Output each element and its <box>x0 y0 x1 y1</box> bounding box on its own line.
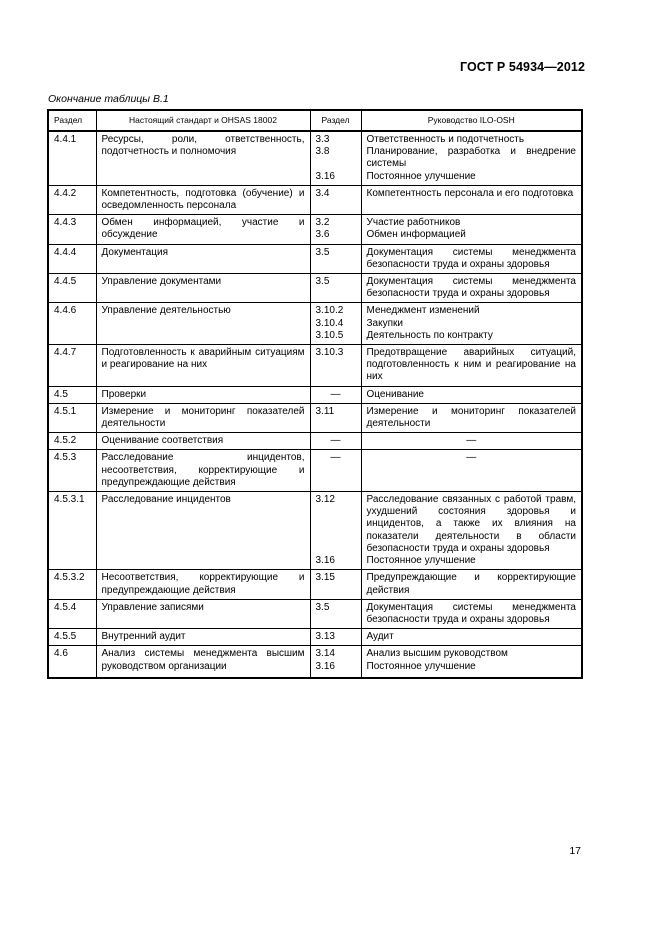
row-ilo-item: Постоянное улучшение <box>366 660 476 672</box>
table-row <box>48 185 582 214</box>
table-row <box>48 386 582 403</box>
row-refs <box>310 345 361 387</box>
row-section: 4.4.5 <box>48 274 96 303</box>
row-standard-text: Подготовленность к аварийным ситуациям и реагирование на них <box>96 345 310 387</box>
row-section: 4.4.3 <box>48 215 96 244</box>
row-ref-spacer <box>316 158 356 170</box>
row-section: 4.5.4 <box>48 599 96 628</box>
column-header-standard: Настоящий стандарт и OHSAS 18002 <box>96 110 310 131</box>
row-refs <box>310 303 361 345</box>
row-ilo <box>361 274 582 303</box>
table-row <box>48 433 582 450</box>
row-ilo <box>361 386 582 403</box>
row-ilo-item: Постоянное улучшение <box>366 555 476 567</box>
row-ref: 3.5 <box>315 601 330 613</box>
table-row <box>48 599 582 628</box>
row-section: 4.4.6 <box>48 303 96 345</box>
row-standard-text: Управление деятельностью <box>96 303 310 345</box>
row-ref: 3.15 <box>315 572 335 584</box>
table-row <box>48 570 582 599</box>
row-standard-text: Управление документами <box>96 274 310 303</box>
row-ilo-item: Обмен информацией <box>366 229 466 241</box>
table-row <box>48 345 582 387</box>
row-ilo <box>361 492 582 570</box>
row-ref: 3.2 <box>315 217 330 229</box>
row-standard-text: Расследование инцидентов, несоответствия, корректирующие и предупреждающие действия <box>96 450 310 492</box>
row-section: 4.5 <box>48 386 96 403</box>
row-ilo <box>361 599 582 628</box>
row-standard-text: Проверки <box>96 386 310 403</box>
row-standard-text: Документация <box>96 244 310 273</box>
row-standard-text: Обмен информацией, участие и обсуждение <box>96 215 310 244</box>
row-ilo <box>361 570 582 599</box>
row-ilo <box>361 215 582 244</box>
row-ref: 3.10.5 <box>315 329 344 341</box>
table-row <box>48 215 582 244</box>
row-section: 4.4.4 <box>48 244 96 273</box>
row-ilo-item: Закупки <box>366 317 403 329</box>
row-refs <box>310 244 361 273</box>
row-refs <box>310 215 361 244</box>
row-section: 4.5.3 <box>48 450 96 492</box>
row-ref: 3.8 <box>315 146 330 158</box>
row-ilo-item: — <box>466 435 477 447</box>
row-ilo-item: Ответственность и подотчетность <box>366 134 525 145</box>
row-ilo <box>361 433 582 450</box>
table-row <box>48 450 582 492</box>
table-row <box>48 244 582 273</box>
row-ilo-item: Постоянное улучшение <box>366 170 476 182</box>
row-standard-text: Анализ системы менеджмента высшим руководством организации <box>96 646 310 678</box>
row-ref: 3.13 <box>315 631 335 643</box>
row-ilo <box>361 345 582 387</box>
row-ilo-item: Предотвращение аварийных ситуаций, подготовленность к ним и реагирование на них <box>366 347 576 383</box>
row-refs <box>310 274 361 303</box>
row-ref: 3.16 <box>315 660 335 672</box>
row-refs <box>310 131 361 185</box>
table-row <box>48 492 582 570</box>
table-row <box>48 131 582 185</box>
row-ref: 3.5 <box>315 276 330 288</box>
table-row <box>48 403 582 432</box>
row-ref: 3.10.3 <box>315 347 344 359</box>
column-header-ilo-osh: Руководство ILO-OSH <box>361 110 582 131</box>
row-ilo-item: Планирование, разработка и внедрение системы <box>366 146 576 170</box>
comparison-table <box>47 109 583 679</box>
table-row <box>48 646 582 678</box>
row-ilo-item: Анализ высшим руководством <box>366 648 508 660</box>
table-row <box>48 303 582 345</box>
row-ref: 3.4 <box>315 187 330 199</box>
row-refs <box>310 403 361 432</box>
row-ilo-item: Документация системы менеджмента безопасности труда и охраны здоровья <box>366 276 576 300</box>
row-standard-text: Расследование инцидентов <box>96 492 310 570</box>
row-ilo-item: Документация системы менеджмента безопасности труда и охраны здоровья <box>366 246 576 270</box>
column-header-ref-section: Раздел <box>310 110 361 131</box>
row-standard-text: Оценивание соответствия <box>96 433 310 450</box>
row-ref: 3.5 <box>315 246 330 258</box>
row-ilo <box>361 303 582 345</box>
row-ref: 3.14 <box>315 648 335 660</box>
row-section: 4.5.1 <box>48 403 96 432</box>
row-ref: 3.10.4 <box>315 317 344 329</box>
row-refs <box>310 450 361 492</box>
row-refs <box>310 599 361 628</box>
row-ilo <box>361 131 582 185</box>
page-number: 17 <box>569 845 581 857</box>
row-refs <box>310 492 361 570</box>
row-refs <box>310 570 361 599</box>
row-ref: 3.12 <box>315 494 335 506</box>
column-header-section: Раздел <box>48 110 96 131</box>
row-ilo-item: Расследование связанных с работой травм, ухудшений состояния здоровья и инцидентов, а также их влияния на показатели деятельности в области безопасности труда и охраны здоровья <box>366 494 576 554</box>
row-ref: 3.6 <box>315 229 330 241</box>
table-header-row <box>48 110 582 131</box>
row-section: 4.4.7 <box>48 345 96 387</box>
row-section: 4.5.2 <box>48 433 96 450</box>
row-ilo <box>361 629 582 646</box>
row-ilo <box>361 646 582 678</box>
row-ilo-item: Компетентность персонала и его подготовка <box>366 187 574 199</box>
row-refs <box>310 629 361 646</box>
row-ref: — <box>330 388 341 400</box>
row-ilo <box>361 185 582 214</box>
row-ilo-item: — <box>466 452 477 464</box>
row-ref: — <box>330 452 341 464</box>
row-ref: 3.16 <box>315 170 335 182</box>
row-ilo <box>361 244 582 273</box>
row-ilo <box>361 403 582 432</box>
row-section: 4.6 <box>48 646 96 678</box>
row-ref: 3.16 <box>315 555 335 567</box>
row-ilo-item: Аудит <box>366 631 394 643</box>
row-section: 4.5.3.2 <box>48 570 96 599</box>
row-ref: 3.3 <box>315 134 330 145</box>
row-ilo-item: Деятельность по контракту <box>366 329 493 341</box>
row-ref: 3.10.2 <box>315 305 344 317</box>
row-section: 4.4.2 <box>48 185 96 214</box>
row-standard-text: Внутренний аудит <box>96 629 310 646</box>
row-refs <box>310 386 361 403</box>
row-standard-text: Управление записями <box>96 599 310 628</box>
row-ilo-item: Документация системы менеджмента безопасности труда и охраны здоровья <box>366 601 576 625</box>
row-standard-text: Компетентность, подготовка (обучение) и осведомленность персонала <box>96 185 310 214</box>
row-ilo-item: Измерение и мониторинг показателей деятельности <box>366 405 576 430</box>
row-standard-text: Измерение и мониторинг показателей деятельности <box>96 403 310 432</box>
row-refs <box>310 433 361 450</box>
row-standard-text: Несоответствия, корректирующие и предупреждающие действия <box>96 570 310 599</box>
table-row <box>48 274 582 303</box>
row-ref: — <box>330 435 341 447</box>
row-section: 4.5.3.1 <box>48 492 96 570</box>
row-ilo-item: Предупреждающие и корректирующие действия <box>366 572 576 596</box>
row-ilo <box>361 450 582 492</box>
row-refs <box>310 646 361 678</box>
row-standard-text: Ресурсы, роли, ответственность, подотчетность и полномочия <box>96 131 310 185</box>
row-ilo-item: Участие работников <box>366 217 461 229</box>
row-ref: 3.11 <box>315 405 335 417</box>
table-caption: Окончание таблицы В.1 <box>48 93 169 105</box>
row-ilo-item: Менеджмент изменений <box>366 305 480 317</box>
table-row <box>48 629 582 646</box>
row-refs <box>310 185 361 214</box>
row-section: 4.5.5 <box>48 629 96 646</box>
row-ref-spacer <box>316 506 356 555</box>
row-ilo-item: Оценивание <box>366 388 424 400</box>
document-code: ГОСТ Р 54934—2012 <box>459 60 585 74</box>
row-section: 4.4.1 <box>48 131 96 185</box>
